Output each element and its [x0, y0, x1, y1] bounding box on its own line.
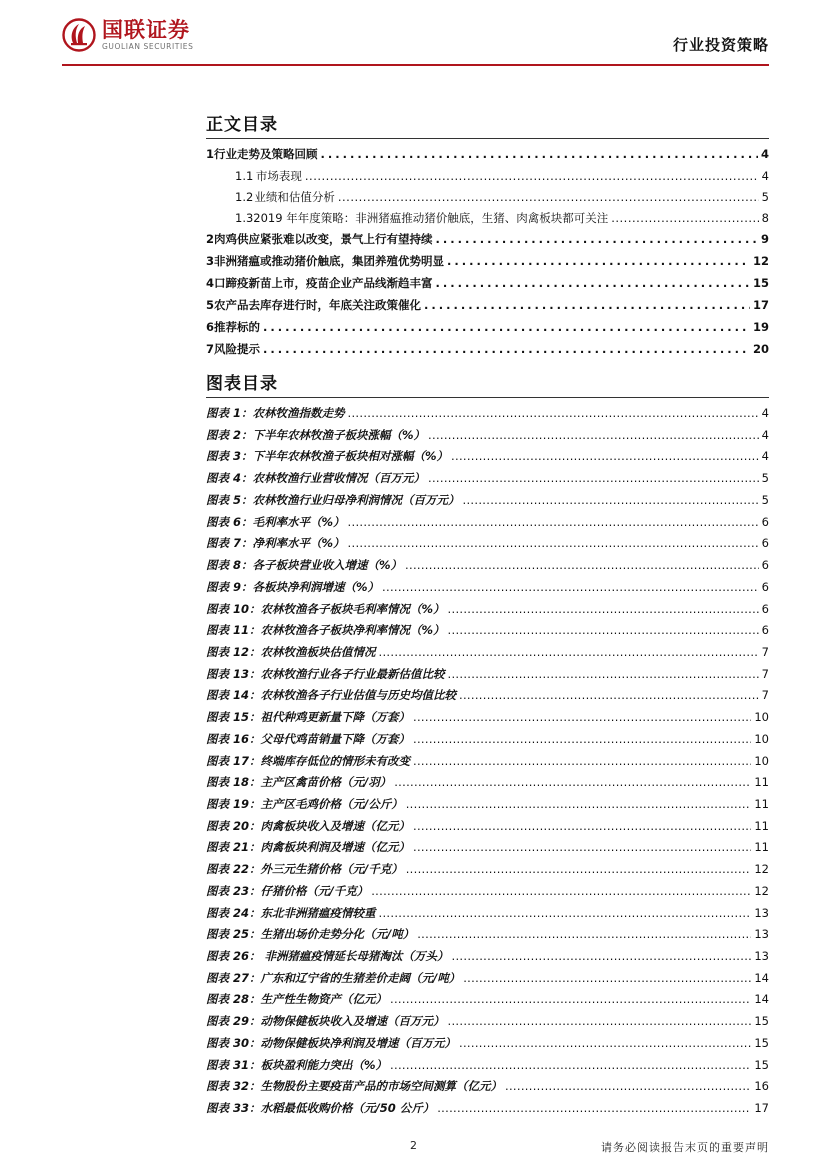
- figure-entry[interactable]: [206, 753, 769, 769]
- header-divider: [62, 64, 769, 66]
- figure-entry[interactable]: [206, 905, 769, 921]
- figure-entry-page: 6: [761, 514, 769, 529]
- toc-entry-page: 4: [761, 169, 769, 183]
- toc-entry-number: 1: [206, 147, 215, 161]
- figure-entry-page: 11: [754, 840, 769, 855]
- dot-leader: [428, 428, 759, 442]
- figure-entry-page: 12: [754, 883, 769, 898]
- toc-entry[interactable]: [206, 146, 769, 162]
- dot-leader: [448, 602, 759, 616]
- figure-entry-title: 图表 14：农林牧渔各子行业估值与历史均值比较: [206, 688, 457, 703]
- figure-entry[interactable]: [206, 839, 769, 855]
- figure-entry-page: 13: [754, 949, 769, 963]
- figure-entry-title: 图表 30：动物保健板块净利润及增速（百万元）: [206, 1035, 457, 1050]
- figure-entry-page: 6: [761, 601, 769, 616]
- figure-entry[interactable]: [206, 492, 769, 508]
- toc-entry[interactable]: [206, 253, 769, 269]
- figure-entry[interactable]: [206, 731, 769, 747]
- toc-entry-number: 6: [206, 320, 215, 334]
- figure-entry-title: 图表 19：主产区毛鸡价格（元/公斤）: [206, 797, 403, 811]
- toc-entry[interactable]: [235, 189, 769, 205]
- figure-entry-page: 16: [754, 1079, 769, 1094]
- toc-entry[interactable]: [235, 168, 769, 184]
- figure-entry[interactable]: [206, 448, 769, 464]
- page-number: 2: [410, 1139, 417, 1152]
- figure-entry-page: 4: [761, 406, 769, 420]
- toc-entry-number: 2: [206, 232, 215, 246]
- figure-entry-title: 图表 21：肉禽板块利润及增速（亿元）: [206, 840, 411, 855]
- dot-leader: [428, 471, 759, 485]
- dot-leader: [406, 797, 752, 811]
- figure-entry-page: 15: [754, 1057, 769, 1072]
- figure-entry[interactable]: [206, 687, 769, 703]
- figure-entry-page: 13: [754, 905, 769, 920]
- dot-leader: [263, 342, 750, 356]
- dot-leader: [413, 732, 751, 746]
- toc-entry-number: 4: [206, 276, 215, 290]
- dot-leader: [611, 211, 758, 225]
- figure-entry-page: 10: [754, 753, 769, 768]
- figure-entry-title: 图表 13：农林牧渔行业各子行业最新估值比较: [206, 666, 445, 681]
- figure-entry-page: 14: [754, 992, 769, 1007]
- toc-title: 正文目录: [206, 115, 278, 135]
- figure-entry-page: 6: [761, 536, 769, 551]
- dot-leader: [463, 971, 751, 985]
- figure-entry[interactable]: [206, 622, 769, 638]
- toc-entry-title: 非洲猪瘟或推动猪价触底，集团养殖优势明显: [214, 254, 445, 268]
- dot-leader: [394, 775, 751, 789]
- dot-leader: [348, 406, 759, 420]
- figure-entry-title: 图表 10：农林牧渔各子板块毛利率情况（%）: [206, 601, 445, 616]
- figure-entry[interactable]: [206, 557, 769, 573]
- figure-entry[interactable]: [206, 1013, 769, 1029]
- toc-entry[interactable]: [206, 275, 769, 291]
- figure-entry-title: 图表 25：生猪出场价走势分化（元/吨）: [206, 927, 415, 942]
- dot-leader: [371, 884, 751, 898]
- figure-entry-title: 图表 15：祖代种鸡更新量下降（万套）: [206, 710, 411, 725]
- figure-entry-page: 7: [761, 688, 769, 703]
- page-header: [0, 0, 827, 72]
- toc-entry[interactable]: [206, 341, 769, 357]
- toc-entry-number: 1.3: [235, 211, 254, 225]
- figure-entry-page: 15: [754, 1035, 769, 1050]
- figure-entry-page: 10: [754, 710, 769, 725]
- toc-entry[interactable]: [206, 297, 769, 313]
- dot-leader: [348, 515, 759, 529]
- guolian-logo-icon: [62, 18, 96, 52]
- figure-entry-title: 图表 27：广东和辽宁省的生猪差价走阔（元/吨）: [206, 970, 461, 985]
- dot-leader: [405, 558, 759, 572]
- figure-entry[interactable]: [206, 601, 769, 617]
- dot-leader: [348, 536, 759, 550]
- toc-entry[interactable]: [206, 319, 769, 335]
- toc-entry-page: 20: [752, 342, 769, 356]
- figure-entry[interactable]: [206, 427, 769, 443]
- dot-leader: [413, 840, 751, 854]
- dot-leader: [379, 906, 752, 920]
- figure-entry[interactable]: [206, 970, 769, 986]
- dot-leader: [413, 819, 751, 833]
- dot-leader: [406, 862, 752, 876]
- figure-entry-title: 图表 11：农林牧渔各子板块净利率情况（%）: [206, 623, 445, 638]
- dot-leader: [447, 254, 750, 268]
- dot-leader: [452, 949, 752, 963]
- toc-entry-number: 7: [206, 342, 215, 356]
- figure-entry-page: 4: [761, 427, 769, 442]
- figure-entry-title: 图表 1：农林牧渔指数走势: [206, 406, 345, 420]
- figure-entry-title: 图表 16：父母代鸡苗销量下降（万套）: [206, 731, 411, 746]
- figure-entry[interactable]: [206, 666, 769, 682]
- toc-entry-title: 2019 年年度策略：非洲猪瘟推动猪价触底，生猪、肉禽板块都可关注: [253, 211, 609, 225]
- dot-leader: [263, 320, 750, 334]
- toc-entry-page: 4: [760, 147, 769, 161]
- figure-entry-title: 图表 29：动物保健板块收入及增速（百万元）: [206, 1014, 445, 1029]
- toc-entry[interactable]: [206, 231, 769, 247]
- toc-entry-page: 12: [752, 254, 769, 268]
- figure-entry[interactable]: [206, 818, 769, 834]
- dot-leader: [390, 992, 751, 1006]
- figure-entry[interactable]: [206, 470, 769, 486]
- figure-entry[interactable]: [206, 405, 769, 421]
- toc-entry-page: 5: [761, 190, 769, 204]
- figure-entry-page: 10: [754, 731, 769, 746]
- figure-entry-page: 14: [754, 970, 769, 985]
- report-type: 行业投资策略: [672, 36, 769, 54]
- dot-leader: [448, 1014, 752, 1028]
- figure-entry-title: 图表 26： 非洲猪瘟疫情延长母猪淘汰（万头）: [206, 949, 449, 963]
- toc-entry-page: 8: [761, 211, 769, 225]
- dot-leader: [448, 623, 759, 637]
- figure-entry-title: 图表 24：东北非洲猪瘟疫情较重: [206, 905, 376, 920]
- dot-leader: [338, 190, 759, 204]
- dot-leader: [417, 927, 751, 941]
- toc-entry-page: 15: [752, 276, 769, 290]
- figure-entry[interactable]: [206, 644, 769, 660]
- dot-leader: [424, 298, 750, 312]
- toc-entry-number: 1.2: [235, 190, 254, 204]
- figure-entry-title: 图表 12：农林牧渔板块估值情况: [206, 644, 376, 659]
- brand-logo: [62, 18, 193, 52]
- figure-entry-page: 11: [754, 818, 769, 833]
- figure-entry[interactable]: [206, 579, 769, 595]
- figure-entry-page: 5: [761, 492, 769, 507]
- toc-entry-title: 风险提示: [214, 342, 261, 356]
- figure-entry-title: 图表 9：各板块净利润增速（%）: [206, 579, 380, 594]
- figure-entry-title: 图表 7：净利率水平（%）: [206, 536, 345, 551]
- toc-entry-number: 5: [206, 298, 215, 312]
- figure-entry-title: 图表 33：水稻最低收购价格（元/50 公斤）: [206, 1101, 435, 1115]
- figure-entry-title: 图表 17：终端库存低位的情形未有改变: [206, 753, 411, 768]
- figure-entry-page: 6: [761, 623, 769, 638]
- toc-entry-title: 农产品去库存进行时，年底关注政策催化: [214, 298, 422, 312]
- figure-entry-page: 6: [761, 558, 769, 572]
- brand-name-cn: 国联证券: [102, 18, 190, 42]
- figure-entry-page: 15: [754, 1014, 769, 1029]
- figure-entry[interactable]: [206, 926, 769, 942]
- figure-entry-page: 7: [761, 644, 769, 659]
- dot-leader: [413, 710, 751, 724]
- figure-entry-title: 图表 23：仔猪价格（元/千克）: [206, 883, 369, 898]
- figure-entry-title: 图表 28：生产性生物资产（亿元）: [206, 992, 388, 1007]
- dot-leader: [382, 580, 759, 594]
- dot-leader: [321, 147, 758, 161]
- figures-title-divider: [206, 397, 769, 398]
- toc-entry-title: 业绩和估值分析: [254, 190, 335, 204]
- figure-entry[interactable]: [206, 1100, 769, 1116]
- dot-leader: [379, 645, 759, 659]
- dot-leader: [448, 667, 759, 681]
- figure-entry-title: 图表 5：农林牧渔行业归母净利润情况（百万元）: [206, 492, 460, 507]
- figure-entry-title: 图表 22：外三元生猪价格（元/千克）: [206, 862, 403, 877]
- dot-leader: [505, 1079, 751, 1093]
- toc-entry-page: 9: [760, 232, 769, 246]
- figure-entry-page: 5: [761, 471, 769, 486]
- figure-entry[interactable]: [206, 1078, 769, 1094]
- figures-title: 图表目录: [206, 374, 278, 394]
- figure-entry[interactable]: [206, 709, 769, 725]
- dot-leader: [463, 493, 759, 507]
- dot-leader: [390, 1058, 751, 1072]
- toc-entry-title: 肉鸡供应紧张难以改变，景气上行有望持续: [214, 232, 433, 246]
- toc-entry-title: 推荐标的: [214, 320, 261, 334]
- toc-entry-title: 市场表现: [255, 169, 302, 183]
- dot-leader: [451, 449, 759, 463]
- figure-entry-page: 11: [754, 797, 769, 811]
- dot-leader: [459, 1036, 751, 1050]
- figure-entry[interactable]: [206, 883, 769, 899]
- figure-entry-page: 17: [754, 1101, 769, 1115]
- figure-entry[interactable]: [206, 991, 769, 1007]
- figure-entry-title: 图表 3：下半年农林牧渔子板块相对涨幅（%）: [206, 449, 449, 464]
- toc-entry-number: 1.1: [235, 169, 254, 183]
- figure-entry-title: 图表 2：下半年农林牧渔子板块涨幅（%）: [206, 427, 426, 442]
- figure-entry-title: 图表 31：板块盈利能力突出（%）: [206, 1057, 388, 1072]
- toc-title-divider: [206, 138, 769, 139]
- figure-entry[interactable]: [206, 535, 769, 551]
- figure-entry-page: 4: [761, 449, 769, 464]
- figure-entry[interactable]: [206, 861, 769, 877]
- disclaimer-note: 请务必阅读报告末页的重要声明: [601, 1141, 769, 1154]
- figure-entry-page: 11: [754, 775, 769, 790]
- figure-entry-title: 图表 4：农林牧渔行业营收情况（百万元）: [206, 471, 426, 486]
- toc-entry-number: 3: [206, 254, 215, 268]
- figure-entry[interactable]: [206, 514, 769, 530]
- toc-entry[interactable]: [235, 210, 769, 226]
- figure-entry-page: 7: [761, 666, 769, 681]
- figure-entry[interactable]: [206, 774, 769, 790]
- dot-leader: [459, 688, 759, 702]
- figure-entry[interactable]: [206, 1057, 769, 1073]
- dot-leader: [413, 754, 751, 768]
- toc-entry-page: 19: [752, 320, 769, 334]
- figure-entry[interactable]: [206, 948, 769, 964]
- figure-entry[interactable]: [206, 796, 769, 812]
- toc-entry-title: 口蹄疫新苗上市，疫苗企业产品线渐趋丰富: [214, 276, 433, 290]
- figure-entry-page: 12: [754, 862, 769, 877]
- figure-entry-page: 6: [761, 579, 769, 594]
- toc-entry-title: 行业走势及策略回顾: [214, 147, 318, 161]
- figure-entry[interactable]: [206, 1035, 769, 1051]
- figure-entry-title: 图表 8：各子板块营业收入增速（%）: [206, 558, 403, 572]
- dot-leader: [437, 1101, 751, 1115]
- dot-leader: [436, 276, 750, 290]
- figure-entry-title: 图表 18：主产区禽苗价格（元/羽）: [206, 775, 392, 790]
- figure-entry-title: 图表 32：生物股份主要疫苗产品的市场空间测算（亿元）: [206, 1079, 503, 1094]
- toc-entry-page: 17: [752, 298, 769, 312]
- figure-entry-page: 13: [754, 927, 769, 942]
- figure-entry-title: 图表 6：毛利率水平（%）: [206, 514, 345, 529]
- dot-leader: [305, 169, 759, 183]
- dot-leader: [436, 232, 758, 246]
- figure-entry-title: 图表 20：肉禽板块收入及增速（亿元）: [206, 818, 411, 833]
- brand-name-en: GUOLIAN SECURITIES: [102, 42, 194, 51]
